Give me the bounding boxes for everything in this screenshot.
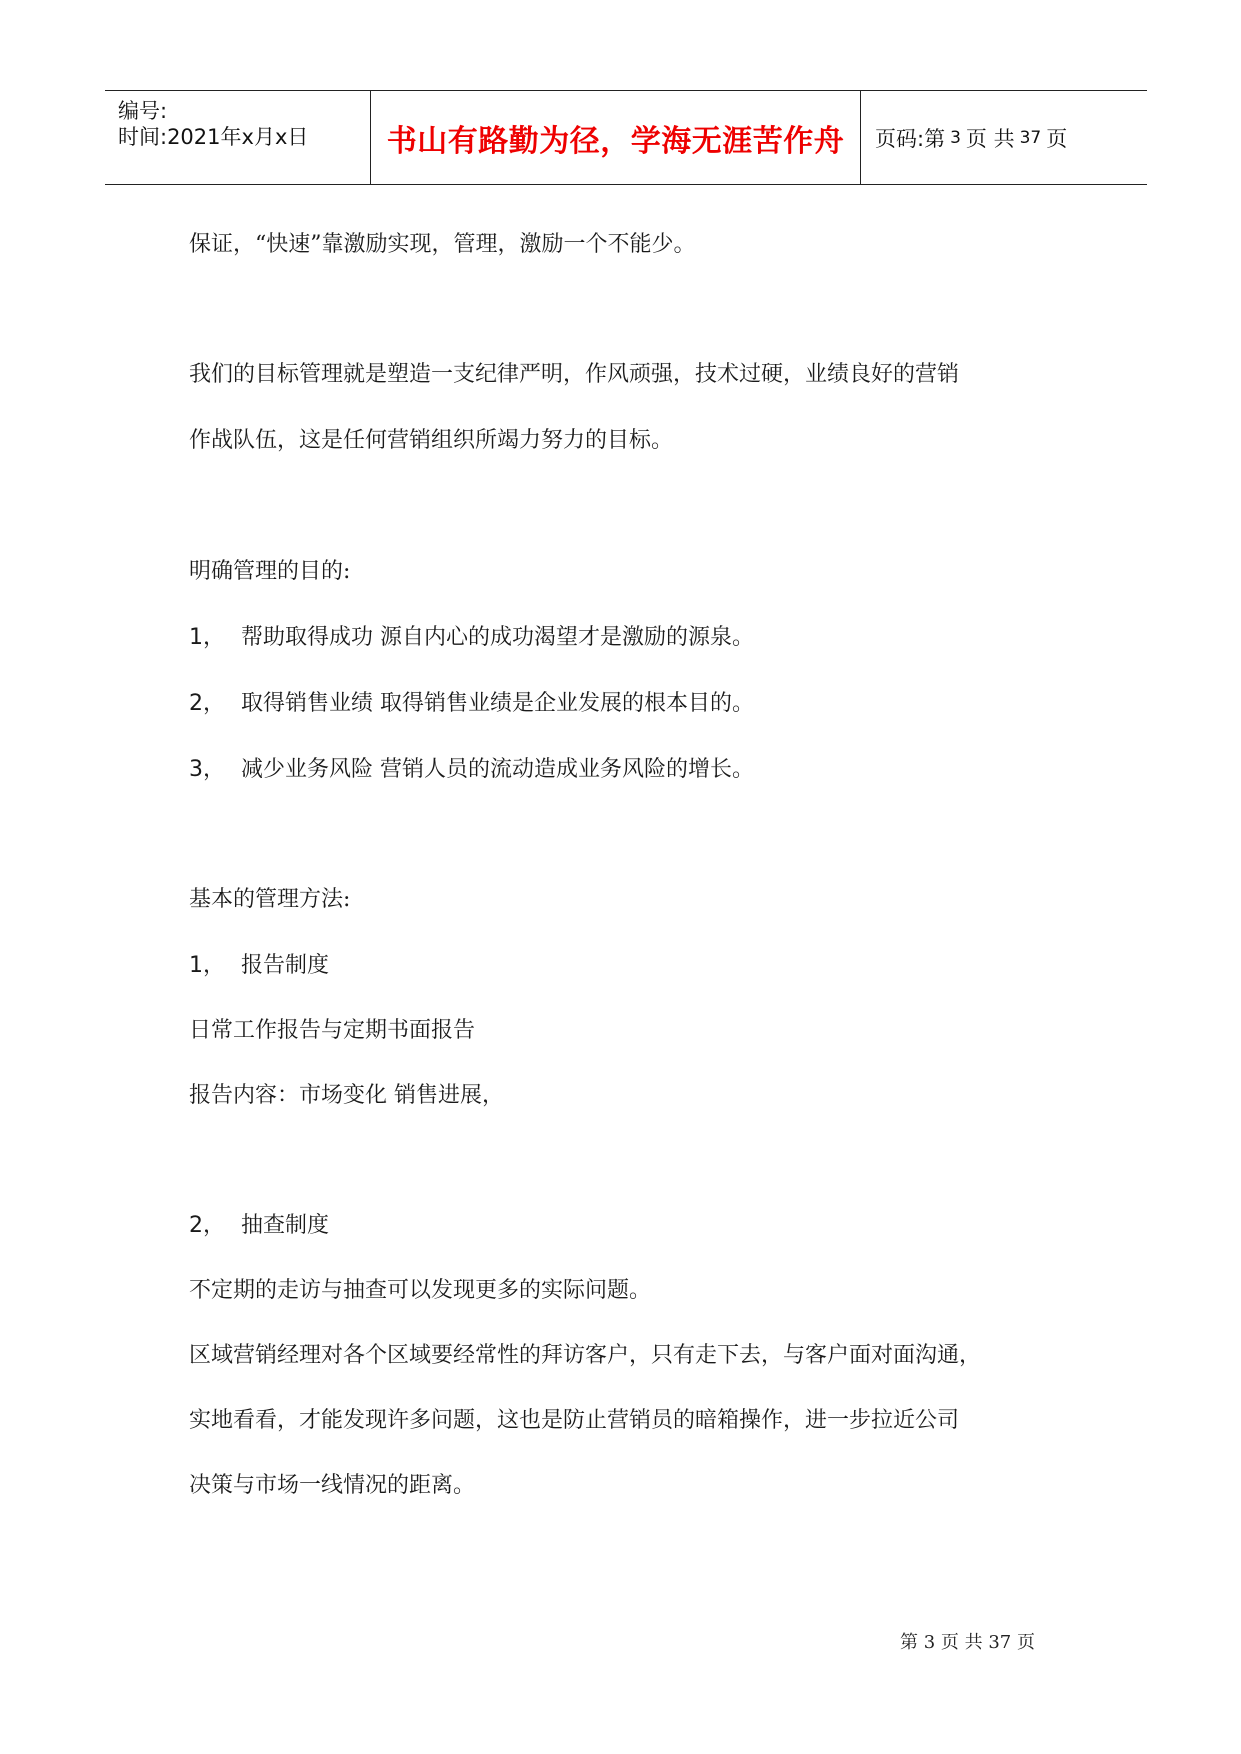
paragraph-line: 决策与市场一线情况的距离。	[189, 1473, 476, 1498]
paragraph-line: 我们的目标管理就是塑造一支纪律严明，作风顽强，技术过硬，业绩良好的营销	[189, 362, 960, 387]
header-page-prefix: 页码:第	[875, 126, 946, 151]
list-item	[189, 755, 754, 785]
header-time-label: 时间:2021年x月x日	[118, 125, 309, 149]
paragraph-line: 区域营销经理对各个区域要经常性的拜访客户，只有走下去，与客户面对面沟通，	[189, 1343, 982, 1368]
list-item-text: 报告制度	[241, 953, 330, 978]
list-item-text: 帮助取得成功 源自内心的成功渴望才是激励的源泉。	[241, 625, 754, 650]
header-motto: 书山有路勤为径，学海无涯苦作舟	[386, 123, 845, 159]
page-footer: 第 3 页 共 37 页	[900, 1632, 1035, 1653]
list-item	[189, 689, 754, 719]
header-page-number: 3	[950, 127, 961, 148]
header-number-label: 编号:	[118, 99, 168, 123]
paragraph-line: 不定期的走访与抽查可以发现更多的实际问题。	[189, 1278, 652, 1303]
list-item	[189, 623, 754, 653]
list-item-text: 减少业务风险 营销人员的流动造成业务风险的增长。	[241, 757, 754, 782]
header-meta	[118, 91, 370, 184]
list-item	[189, 951, 329, 981]
header-page-suffix: 页	[1046, 126, 1068, 151]
list-item	[189, 1211, 329, 1241]
list-item-number: 2，	[189, 691, 225, 716]
header-divider	[860, 91, 861, 184]
section-heading: 明确管理的目的:	[189, 559, 351, 584]
list-item-text: 取得销售业绩 取得销售业绩是企业发展的根本目的。	[241, 691, 754, 716]
list-item-number: 1，	[189, 953, 225, 978]
paragraph-line: 作战队伍，这是任何营销组织所竭力努力的目标。	[189, 428, 674, 453]
paragraph-line: 报告内容：市场变化 销售进展，	[189, 1083, 504, 1108]
list-item-number: 1，	[189, 625, 225, 650]
header-total-pages: 37	[1019, 127, 1042, 148]
section-heading: 基本的管理方法:	[189, 887, 351, 912]
paragraph-line: 实地看看，才能发现许多问题，这也是防止营销员的暗箱操作，进一步拉近公司	[189, 1408, 960, 1433]
header-page-info	[875, 91, 1067, 184]
document-header	[105, 90, 1147, 185]
header-page-mid: 页 共	[965, 126, 1015, 151]
paragraph-line: 保证，“快速”靠激励实现，管理，激励一个不能少。	[189, 232, 696, 257]
list-item-text: 抽查制度	[241, 1213, 330, 1238]
list-item-number: 3，	[189, 757, 225, 782]
list-item-number: 2，	[189, 1213, 225, 1238]
paragraph-line: 日常工作报告与定期书面报告	[189, 1018, 476, 1043]
